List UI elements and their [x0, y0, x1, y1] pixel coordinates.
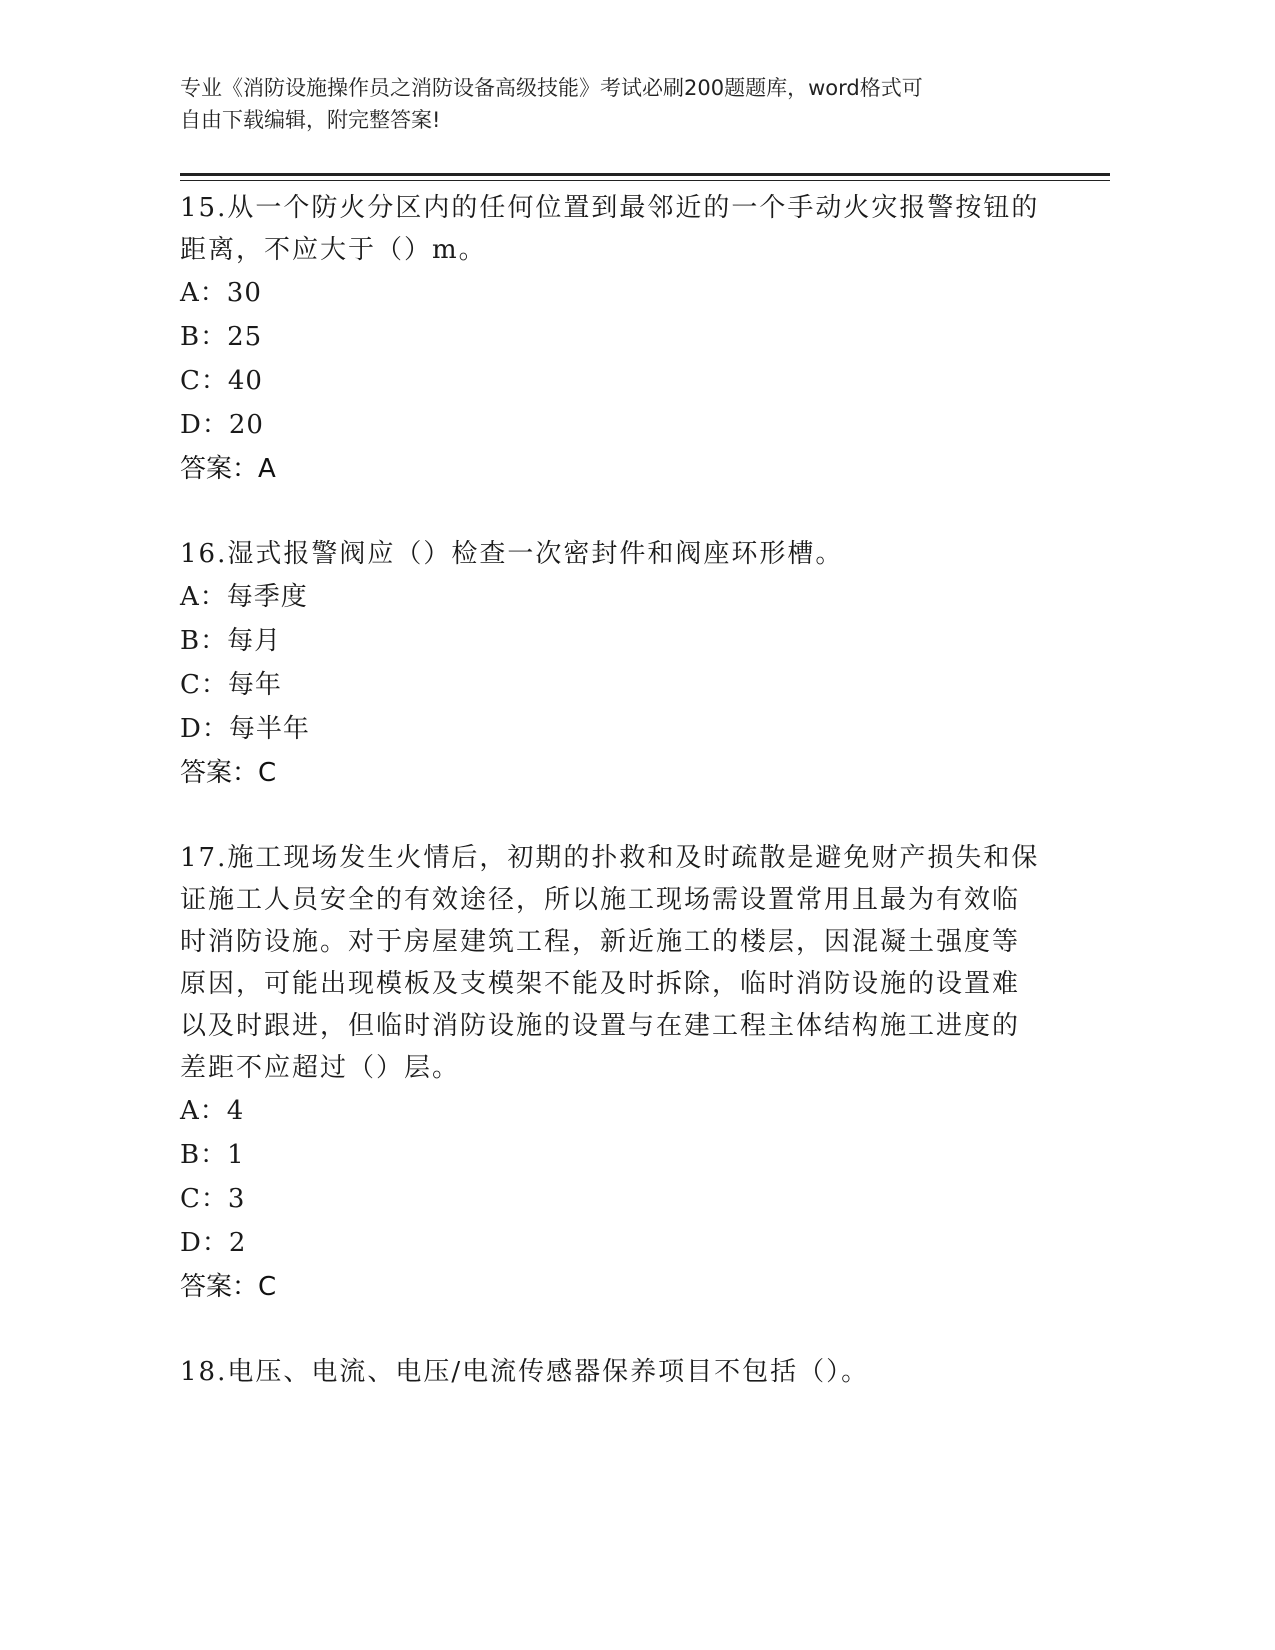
question-stem-line: 17.施工现场发生火情后，初期的扑救和及时疏散是避免财产损失和保 [180, 843, 1040, 873]
question-stem-line: 15.从一个防火分区内的任何位置到最邻近的一个手动火灾报警按钮的 [180, 193, 1040, 223]
question-stem-line: 差距不应超过（）层。 [180, 1053, 461, 1083]
option-d: D：20 [180, 410, 264, 440]
question-18 [180, 1351, 1080, 1393]
question-15 [180, 187, 1080, 491]
option-b: B：25 [180, 322, 263, 352]
option-b: B：1 [180, 1140, 245, 1170]
question-stem-line: 以及时跟进，但临时消防设施的设置与在建工程主体结构施工进度的 [180, 1011, 1021, 1041]
question-stem-line: 证施工人员安全的有效途径，所以施工现场需设置常用且最为有效临 [180, 885, 1021, 915]
option-a: A：30 [180, 278, 262, 308]
question-stem-line: 16.湿式报警阀应（）检查一次密封件和阀座环形槽。 [180, 539, 844, 569]
option-c: C：40 [180, 366, 263, 396]
answer-line: 答案：C [180, 1272, 277, 1302]
option-c: C：3 [180, 1184, 246, 1214]
question-stem-line: 距离，不应大于（）m。 [180, 235, 487, 265]
question-stem-line: 18.电压、电流、电压/电流传感器保养项目不包括（）。 [180, 1357, 870, 1387]
header-line-2: 自由下载编辑，附完整答案! [180, 108, 441, 132]
option-c: C：每年 [180, 670, 282, 700]
option-a: A：每季度 [180, 582, 308, 612]
question-16 [180, 533, 1080, 795]
option-b: B：每月 [180, 626, 282, 656]
document-header [180, 72, 1050, 136]
question-stem-line: 时消防设施。对于房屋建筑工程，新近施工的楼层，因混凝土强度等 [180, 927, 1021, 957]
header-rule-thin [180, 180, 1110, 181]
question-list [180, 187, 1080, 1435]
option-d: D：每半年 [180, 714, 310, 744]
option-d: D：2 [180, 1228, 247, 1258]
answer-line: 答案：C [180, 758, 277, 788]
header-line-1: 专业《消防设施操作员之消防设备高级技能》考试必刷200题题库，word格式可 [180, 76, 923, 100]
answer-line: 答案：A [180, 454, 276, 484]
question-17 [180, 837, 1080, 1309]
option-a: A：4 [180, 1096, 245, 1126]
question-stem-line: 原因，可能出现模板及支模架不能及时拆除，临时消防设施的设置难 [180, 969, 1021, 999]
header-rule-thick [180, 173, 1110, 176]
